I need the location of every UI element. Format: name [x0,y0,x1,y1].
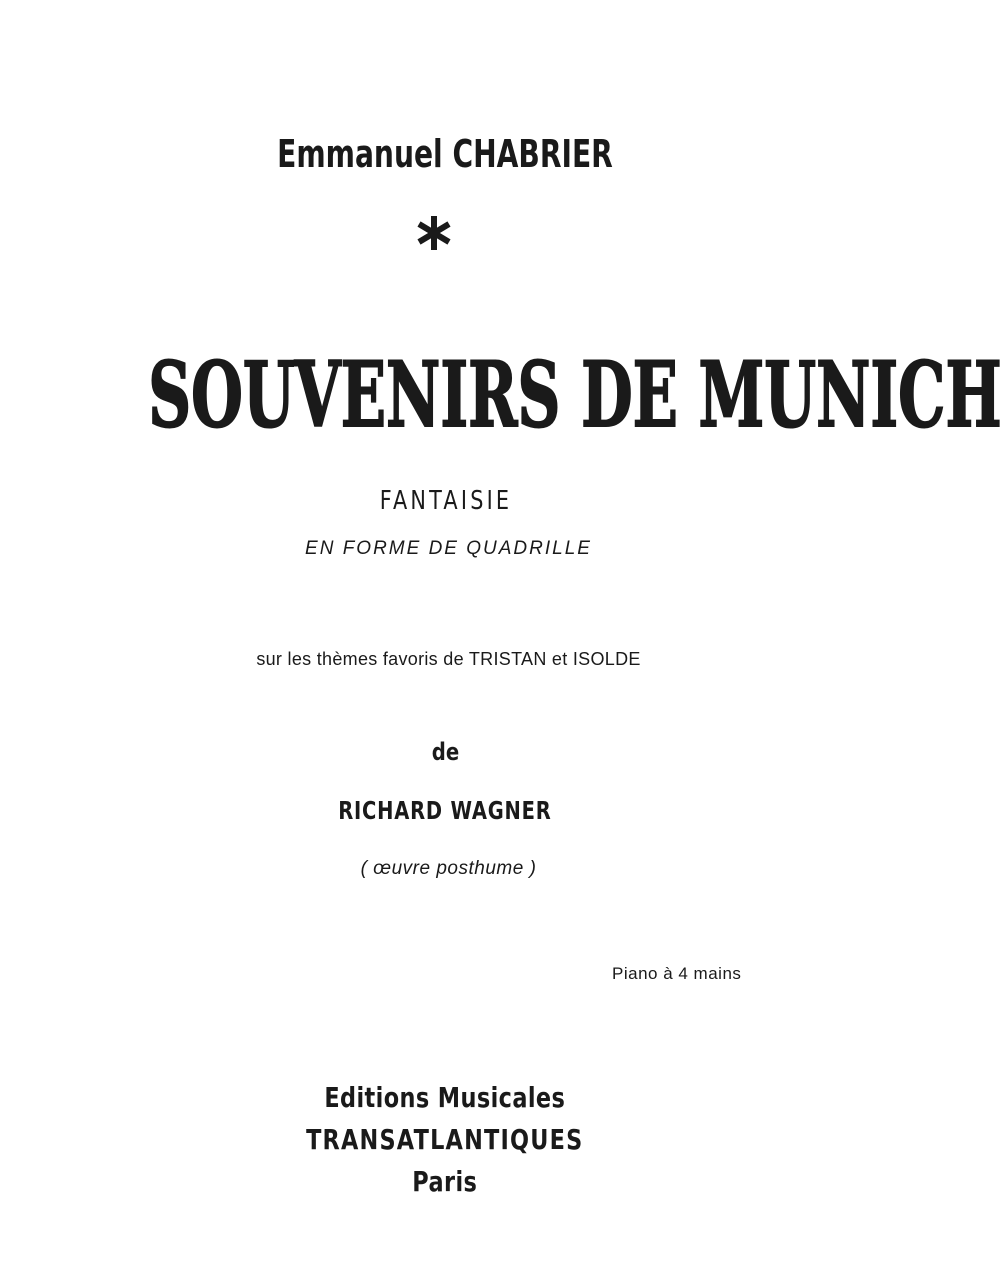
publisher-line-1: Editions Musicales [324,1081,566,1114]
work-subtitle: FANTAISIE [379,486,513,516]
asterisk-ornament-icon [415,214,453,252]
source-composer: RICHARD WAGNER [338,796,552,825]
preposition-de: de [431,738,460,766]
composer-name: Emmanuel CHABRIER [277,132,613,176]
work-title: SOUVENIRS DE MUNICH [148,342,1002,448]
instrumentation: Piano à 4 mains [612,964,742,983]
publisher-city: Paris [412,1165,478,1198]
work-form: EN FORME DE QUADRILLE [305,538,592,559]
themes-line: sur les thèmes favoris de TRISTAN et ISOLDE [256,649,641,669]
posthumous-note: ( œuvre posthume ) [360,858,537,879]
publisher-line-2: TRANSATLANTIQUES [306,1123,584,1156]
